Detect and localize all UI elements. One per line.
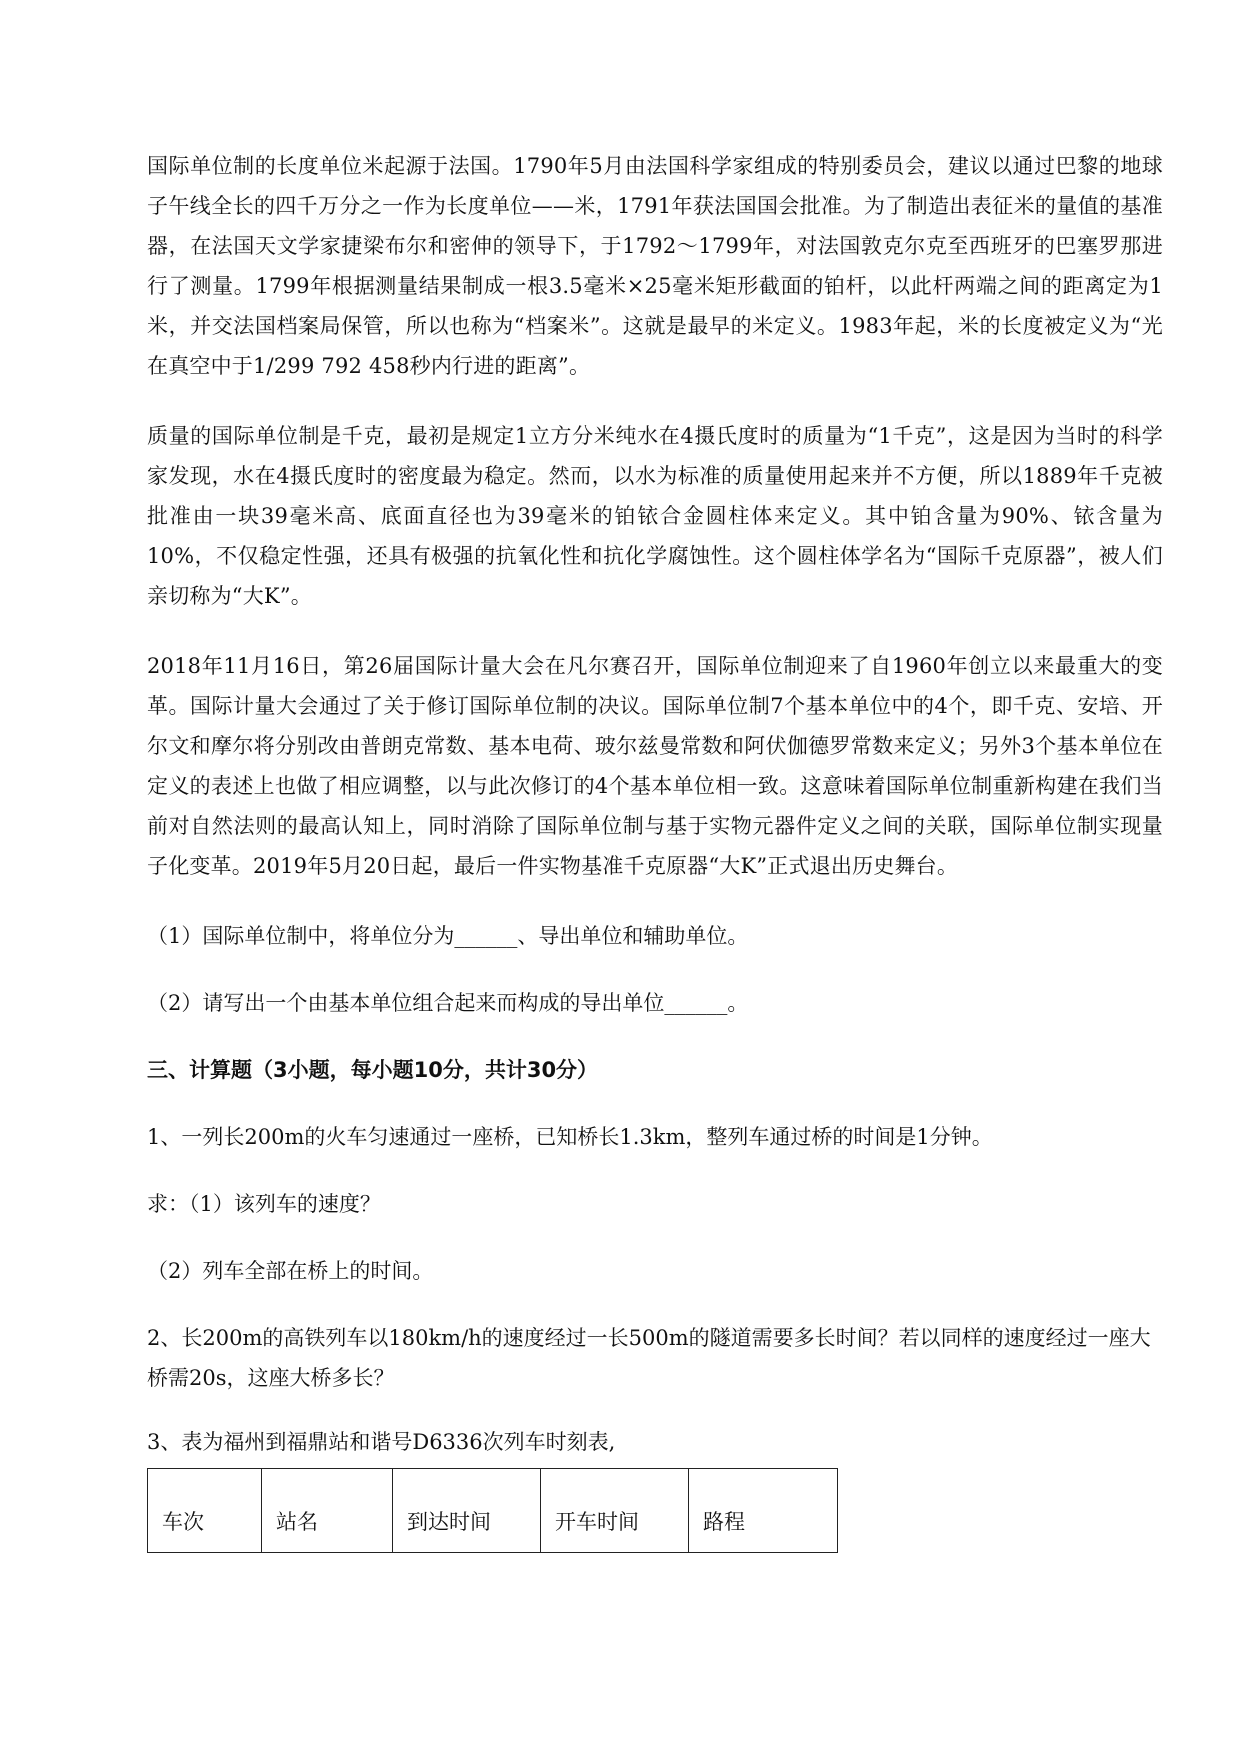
table-header-row	[148, 1469, 838, 1553]
section-title-calculation: 三、计算题（3小题，每小题10分，共计30分）	[147, 1058, 599, 1082]
problem-3: 3、表为福州到福鼎站和谐号D6336次列车时刻表,	[147, 1430, 616, 1454]
problem-2: 2、长200m的高铁列车以180km/h的速度经过一长500m的隧道需要多长时间？若以同样的速度经过一座大桥需20s，这座大桥多长？	[147, 1326, 1151, 1390]
question-1: （1）国际单位制中，将单位分为______、导出单位和辅助单位。	[147, 924, 749, 948]
train-timetable	[147, 1468, 838, 1553]
problem-1-sub-1: 求：（1）该列车的速度？	[147, 1192, 381, 1216]
problem-1: 1、一列长200m的火车匀速通过一座桥，已知桥长1.3km，整列车通过桥的时间是1分钟。	[147, 1125, 993, 1149]
paragraph-meter-history: 国际单位制的长度单位米起源于法国。1790年5月由法国科学家组成的特别委员会，建议以通过巴黎的地球子午线全长的四千万分之一作为长度单位——米，1791年获法国国会批准。为了制造出表征米的量值的基准器，在法国天文学家捷梁布尔和密伸的领导下，于1792～1799年，对法国敦克尔克至西班牙的巴塞罗那进行了测量。1799年根据测量结果制成一根3.5毫米×25毫米矩形截面的铂杆，以此杆两端之间的距离定为1米，并交法国档案局保管，所以也称为“档案米”。这就是最早的米定义。1983年起，米的长度被定义为“光在真空中于1/299 792 458秒内行进的距离”。	[147, 154, 1163, 378]
problem-1-sub-2: （2）列车全部在桥上的时间。	[147, 1259, 434, 1283]
header-distance: 路程	[689, 1469, 838, 1553]
paragraph-si-redefinition: 2018年11月16日，第26届国际计量大会在凡尔赛召开，国际单位制迎来了自1960年创立以来最重大的变革。国际计量大会通过了关于修订国际单位制的决议。国际单位制7个基本单位中的4个，即千克、安培、开尔文和摩尔将分别改由普朗克常数、基本电荷、玻尔兹曼常数和阿伏伽德罗常数来定义；另外3个基本单位在定义的表述上也做了相应调整，以与此次修订的4个基本单位相一致。这意味着国际单位制重新构建在我们当前对自然法则的最高认知上，同时消除了国际单位制与基于实物元器件定义之间的关联，国际单位制实现量子化变革。2019年5月20日起，最后一件实物基准千克原器“大K”正式退出历史舞台。	[147, 654, 1163, 878]
document-page	[147, 146, 1163, 1553]
header-station: 站名	[262, 1469, 393, 1553]
header-train-number: 车次	[148, 1469, 262, 1553]
header-arrival-time: 到达时间	[393, 1469, 541, 1553]
question-2: （2）请写出一个由基本单位组合起来而构成的导出单位______。	[147, 991, 749, 1015]
paragraph-kilogram-history: 质量的国际单位制是千克，最初是规定1立方分米纯水在4摄氏度时的质量为“1千克”，这是因为当时的科学家发现，水在4摄氏度时的密度最为稳定。然而，以水为标准的质量使用起来并不方便，所以1889年千克被批准由一块39毫米高、底面直径也为39毫米的铂铱合金圆柱体来定义。其中铂含量为90%、铱含量为10%，不仅稳定性强，还具有极强的抗氧化性和抗化学腐蚀性。这个圆柱体学名为“国际千克原器”，被人们亲切称为“大K”。	[147, 424, 1163, 608]
header-departure-time: 开车时间	[541, 1469, 689, 1553]
